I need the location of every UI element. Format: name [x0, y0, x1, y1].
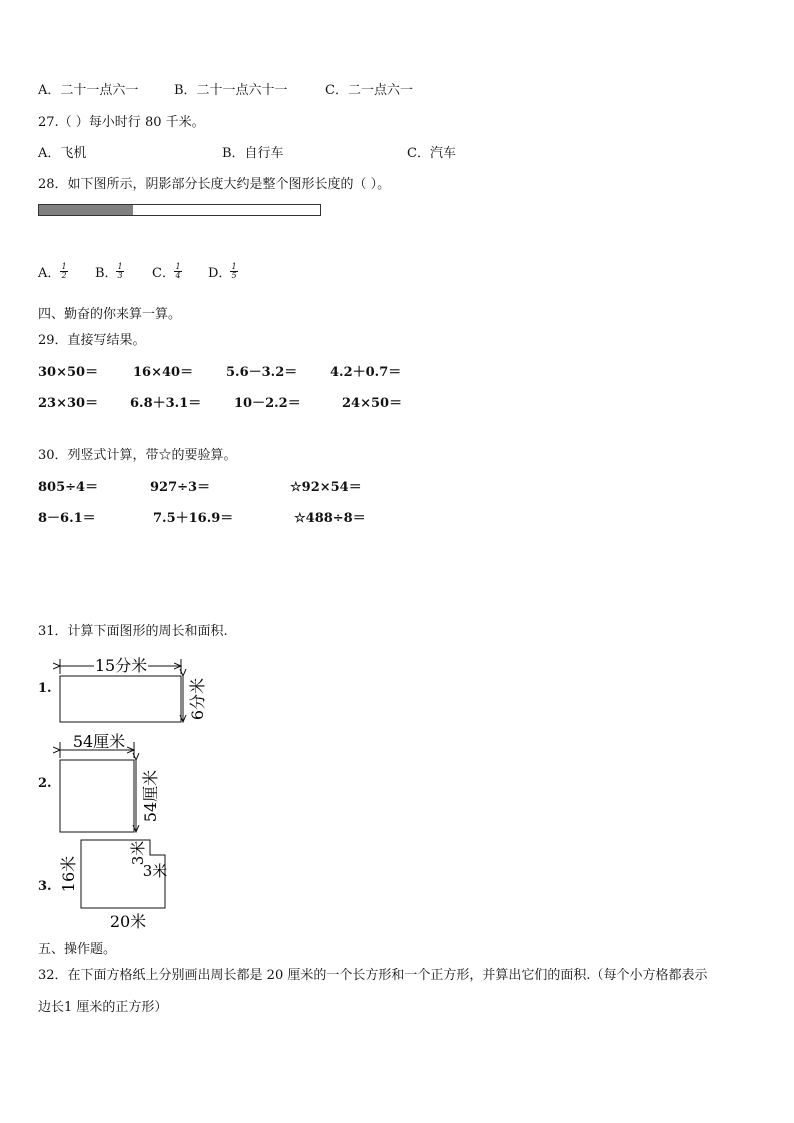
- q30-item: 8－6.1＝: [38, 511, 96, 526]
- figure-2-width-label: 54厘米: [72, 732, 126, 751]
- q28-option-a-label: A．: [38, 266, 61, 281]
- q29-item: 4.2＋0.7＝: [330, 365, 402, 380]
- q27-stem: 27.（ ）每小时行 80 千米。: [38, 115, 205, 130]
- q31-fig3-index: 3.: [38, 879, 52, 894]
- q27-option-c: C．汽车: [407, 146, 456, 161]
- figure-2-height-label: 54厘米: [141, 769, 160, 823]
- numerator: 1: [117, 262, 123, 271]
- q29-title: 29．直接写结果。: [38, 333, 146, 348]
- q30-title: 30．列竖式计算，带☆的要验算。: [38, 448, 237, 463]
- q31-figure-2: [60, 732, 160, 832]
- denominator: 2: [61, 271, 67, 280]
- figure-1-width-label: 15分米: [94, 656, 148, 675]
- figure-1-rectangle: [60, 676, 181, 722]
- denominator: 5: [231, 271, 237, 280]
- q29-item: 5.6－3.2＝: [226, 365, 298, 380]
- q28-option-c-label: C．: [152, 266, 175, 281]
- q32-text-line-2: 边长1 厘米的正方形）: [38, 1000, 168, 1015]
- figure-2-square: [60, 760, 134, 832]
- q30-item: 7.5＋16.9＝: [153, 511, 234, 526]
- numerator: 1: [175, 262, 181, 271]
- denominator: 4: [175, 271, 181, 280]
- q28-option-b-label: B．: [95, 266, 118, 281]
- figure-3-notch-horizontal-label: 3米: [142, 862, 168, 880]
- q31-figure-3: [59, 840, 167, 931]
- q28-option-d-label: D．: [208, 266, 232, 281]
- q30-item: 805÷4＝: [38, 480, 99, 495]
- q31-title: 31．计算下面图形的周长和面积.: [38, 624, 228, 639]
- figure-3-bottom-label: 20米: [109, 912, 147, 931]
- figure-3-notch-vertical-label: 3米: [129, 840, 147, 866]
- numerator: 1: [231, 262, 237, 271]
- figure-1-height-label: 6分米: [188, 677, 207, 721]
- q30-item: 927÷3＝: [150, 480, 211, 495]
- figure-3-left-label: 16米: [59, 855, 78, 893]
- q30-item: ☆92×54＝: [290, 480, 362, 495]
- q27-option-a: A．飞机: [38, 146, 87, 161]
- q26-option-c: C．二一点六一: [325, 83, 413, 98]
- section-5-title: 五、操作题。: [38, 942, 117, 957]
- q26-option-b: B．二十一点六十一: [174, 83, 288, 98]
- q32-text-line-1: 32．在下面方格纸上分别画出周长都是 20 厘米的一个长方形和一个正方形，并算出它们的面积.（每个小方格都表示: [38, 968, 708, 983]
- numerator: 1: [61, 262, 67, 271]
- q29-item: 6.8＋3.1＝: [130, 396, 202, 411]
- q29-item: 23×30＝: [38, 396, 99, 411]
- q31-figure-1: [60, 656, 207, 722]
- q31-fig1-index: 1.: [38, 681, 52, 696]
- q29-item: 16×40＝: [133, 365, 194, 380]
- q29-item: 30×50＝: [38, 365, 99, 380]
- q29-item: 10－2.2＝: [234, 396, 301, 411]
- q28-stem: 28．如下图所示，阴影部分长度大约是整个图形长度的（ ）。: [38, 177, 391, 192]
- section-4-title: 四、勤奋的你来算一算。: [38, 307, 182, 322]
- denominator: 3: [117, 271, 123, 280]
- q27-option-b: B．自行车: [222, 146, 284, 161]
- q30-item: ☆488÷8＝: [294, 511, 366, 526]
- q26-option-a: A．二十一点六一: [38, 83, 139, 98]
- q29-item: 24×50＝: [342, 396, 403, 411]
- q31-fig2-index: 2.: [38, 776, 52, 791]
